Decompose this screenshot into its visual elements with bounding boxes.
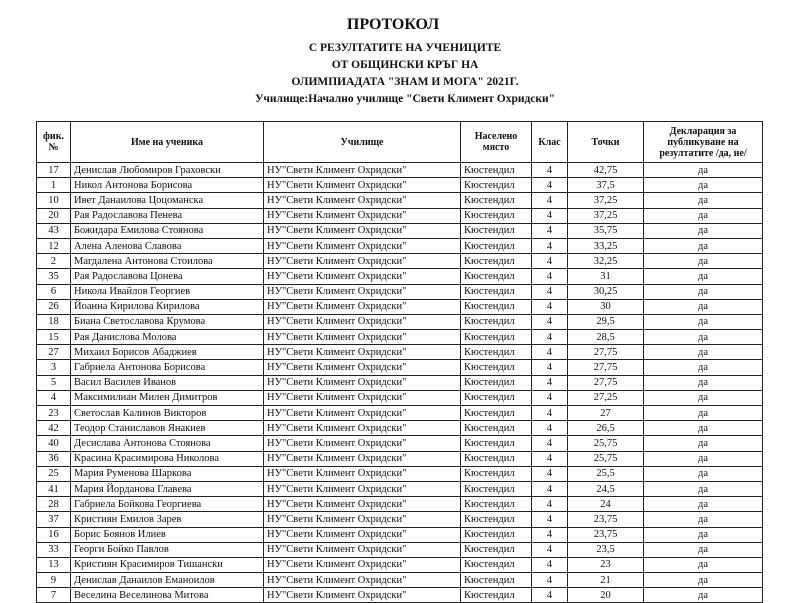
cell-number: 5 [37,375,71,390]
cell-class: 4 [532,314,568,329]
cell-declaration: да [644,178,763,193]
header-number: фик. № [37,122,71,163]
table-row [37,451,763,466]
cell-school: НУ"Свети Климент Охридски" [264,466,461,481]
cell-class: 4 [532,390,568,405]
cell-school: НУ"Свети Климент Охридски" [264,542,461,557]
header-declaration: Декларация за публикуване на резултатите /да, не/ [644,122,763,163]
cell-name: Красина Красимирова Николова [71,451,264,466]
cell-points: 27 [568,406,644,421]
cell-declaration: да [644,208,763,223]
cell-place: Кюстендил [461,512,532,527]
cell-points: 23,5 [568,542,644,557]
cell-number: 7 [37,588,71,603]
cell-school: НУ"Свети Климент Охридски" [264,193,461,208]
cell-class: 4 [532,238,568,253]
cell-declaration: да [644,481,763,496]
cell-points: 35,75 [568,223,644,238]
cell-place: Кюстендил [461,451,532,466]
table-row [37,481,763,496]
cell-name: Веселина Веселинова Митова [71,588,264,603]
cell-school: НУ"Свети Климент Охридски" [264,178,461,193]
cell-school: НУ"Свети Климент Охридски" [264,557,461,572]
cell-name: Михаил Борисов Абаджиев [71,345,264,360]
table-row [37,238,763,253]
cell-class: 4 [532,557,568,572]
table-row [37,497,763,512]
cell-name: Мария Йорданова Главева [71,481,264,496]
cell-class: 4 [532,345,568,360]
cell-name: Габриела Антонова Борисова [71,360,264,375]
cell-points: 23,75 [568,512,644,527]
table-row [37,330,763,345]
cell-name: Кристиян Красимиров Тишански [71,557,264,572]
cell-place: Кюстендил [461,557,532,572]
document-subtitle: С РЕЗУЛТАТИТЕ НА УЧЕНИЦИТЕ [308,42,502,54]
cell-place: Кюстендил [461,223,532,238]
cell-number: 15 [37,330,71,345]
cell-school: НУ"Свети Климент Охридски" [264,497,461,512]
cell-name: Кристиян Емилов Зарев [71,512,264,527]
cell-school: НУ"Свети Климент Охридски" [264,451,461,466]
cell-points: 32,25 [568,254,644,269]
cell-declaration: да [644,238,763,253]
cell-number: 2 [37,254,71,269]
cell-number: 40 [37,436,71,451]
table-row [37,193,763,208]
cell-class: 4 [532,223,568,238]
table-row [37,421,763,436]
cell-place: Кюстендил [461,588,532,603]
cell-name: Ивет Данаилова Цоцоманска [71,193,264,208]
cell-name: Борис Боянов Илиев [71,527,264,542]
cell-place: Кюстендил [461,284,532,299]
cell-class: 4 [532,573,568,588]
cell-class: 4 [532,588,568,603]
cell-points: 21 [568,573,644,588]
cell-place: Кюстендил [461,481,532,496]
cell-place: Кюстендил [461,390,532,405]
cell-class: 4 [532,284,568,299]
cell-declaration: да [644,512,763,527]
table-row [37,208,763,223]
cell-declaration: да [644,193,763,208]
cell-name: Максимилиан Милен Димитров [71,390,264,405]
cell-place: Кюстендил [461,527,532,542]
cell-class: 4 [532,330,568,345]
cell-number: 9 [37,573,71,588]
table-header-row [37,122,763,163]
cell-number: 37 [37,512,71,527]
cell-number: 13 [37,557,71,572]
cell-declaration: да [644,375,763,390]
table-row [37,223,763,238]
cell-points: 42,75 [568,163,644,178]
cell-points: 24 [568,497,644,512]
cell-place: Кюстендил [461,436,532,451]
cell-class: 4 [532,360,568,375]
table-row [37,573,763,588]
table-row [37,178,763,193]
cell-class: 4 [532,178,568,193]
cell-school: НУ"Свети Климент Охридски" [264,436,461,451]
cell-place: Кюстендил [461,208,532,223]
cell-number: 3 [37,360,71,375]
cell-place: Кюстендил [461,360,532,375]
cell-place: Кюстендил [461,573,532,588]
cell-number: 23 [37,406,71,421]
table-row [37,299,763,314]
table-row [37,314,763,329]
cell-declaration: да [644,542,763,557]
cell-school: НУ"Свети Климент Охридски" [264,360,461,375]
cell-name: Теодор Станиславов Янакиев [71,421,264,436]
cell-class: 4 [532,466,568,481]
cell-school: НУ"Свети Климент Охридски" [264,481,461,496]
cell-points: 30,25 [568,284,644,299]
cell-declaration: да [644,269,763,284]
cell-points: 26,5 [568,421,644,436]
cell-name: Рая Радославова Пенева [71,208,264,223]
cell-name: Никола Ивайлов Георгиев [71,284,264,299]
cell-school: НУ"Свети Климент Охридски" [264,314,461,329]
cell-place: Кюстендил [461,421,532,436]
cell-declaration: да [644,421,763,436]
cell-declaration: да [644,466,763,481]
cell-name: Светослав Калинов Викторов [71,406,264,421]
cell-number: 10 [37,193,71,208]
cell-place: Кюстендил [461,345,532,360]
cell-number: 6 [37,284,71,299]
cell-place: Кюстендил [461,330,532,345]
cell-number: 33 [37,542,71,557]
cell-number: 12 [37,238,71,253]
cell-points: 27,75 [568,345,644,360]
cell-points: 20 [568,588,644,603]
cell-class: 4 [532,269,568,284]
cell-declaration: да [644,451,763,466]
cell-school: НУ"Свети Климент Охридски" [264,223,461,238]
cell-name: Йоанна Кирилова Кирилова [71,299,264,314]
cell-points: 31 [568,269,644,284]
cell-number: 42 [37,421,71,436]
cell-points: 29,5 [568,314,644,329]
cell-points: 25,75 [568,436,644,451]
cell-place: Кюстендил [461,542,532,557]
cell-declaration: да [644,360,763,375]
cell-school: НУ"Свети Климент Охридски" [264,527,461,542]
cell-number: 1 [37,178,71,193]
cell-place: Кюстендил [461,466,532,481]
cell-place: Кюстендил [461,254,532,269]
cell-number: 35 [37,269,71,284]
table-row [37,163,763,178]
cell-number: 36 [37,451,71,466]
cell-school: НУ"Свети Климент Охридски" [264,269,461,284]
cell-place: Кюстендил [461,178,532,193]
cell-points: 37,25 [568,208,644,223]
cell-name: Мария Руменова Шаркова [71,466,264,481]
cell-number: 4 [37,390,71,405]
cell-number: 25 [37,466,71,481]
table-row [37,557,763,572]
cell-declaration: да [644,284,763,299]
cell-place: Кюстендил [461,269,532,284]
cell-points: 37,5 [568,178,644,193]
cell-school: НУ"Свети Климент Охридски" [264,573,461,588]
cell-name: Магдалена Антонова Стоилова [71,254,264,269]
cell-name: Рая Данислова Молова [71,330,264,345]
cell-declaration: да [644,223,763,238]
cell-school: НУ"Свети Климент Охридски" [264,208,461,223]
cell-school: НУ"Свети Климент Охридски" [264,238,461,253]
table-row [37,254,763,269]
cell-points: 27,75 [568,360,644,375]
document-subtitle: ОТ ОБЩИНСКИ КРЪГ НА [331,59,479,71]
cell-school: НУ"Свети Климент Охридски" [264,299,461,314]
header-name: Име на ученика [71,122,264,163]
cell-name: Божидара Емилова Стоянова [71,223,264,238]
cell-declaration: да [644,497,763,512]
cell-points: 27,25 [568,390,644,405]
cell-number: 17 [37,163,71,178]
cell-declaration: да [644,436,763,451]
table-row [37,284,763,299]
header-points: Точки [568,122,644,163]
cell-name: Рая Радославова Цонева [71,269,264,284]
cell-points: 28,5 [568,330,644,345]
cell-school: НУ"Свети Климент Охридски" [264,406,461,421]
cell-class: 4 [532,299,568,314]
cell-points: 25,75 [568,451,644,466]
cell-class: 4 [532,451,568,466]
cell-declaration: да [644,573,763,588]
cell-points: 37,25 [568,193,644,208]
cell-declaration: да [644,163,763,178]
document-subtitle: ОЛИМПИАДАТА "ЗНАМ И МОГА" 2021Г. [291,76,519,88]
cell-points: 27,75 [568,375,644,390]
header-class: Клас [532,122,568,163]
table-row [37,269,763,284]
table-row [37,375,763,390]
cell-class: 4 [532,527,568,542]
cell-school: НУ"Свети Климент Охридски" [264,254,461,269]
cell-class: 4 [532,163,568,178]
cell-place: Кюстендил [461,497,532,512]
cell-name: Никол Антонова Борисова [71,178,264,193]
cell-declaration: да [644,330,763,345]
cell-name: Биана Светославова Крумова [71,314,264,329]
table-row [37,360,763,375]
cell-place: Кюстендил [461,299,532,314]
table-row [37,542,763,557]
cell-declaration: да [644,527,763,542]
table-row [37,436,763,451]
cell-class: 4 [532,375,568,390]
table-row [37,527,763,542]
cell-points: 23 [568,557,644,572]
results-table [36,121,763,603]
cell-class: 4 [532,193,568,208]
cell-points: 24,5 [568,481,644,496]
cell-declaration: да [644,314,763,329]
cell-school: НУ"Свети Климент Охридски" [264,588,461,603]
cell-number: 20 [37,208,71,223]
header-place: Населено място [461,122,532,163]
cell-name: Васил Василев Иванов [71,375,264,390]
cell-school: НУ"Свети Климент Охридски" [264,390,461,405]
header-school: Училище [264,122,461,163]
cell-declaration: да [644,299,763,314]
cell-class: 4 [532,481,568,496]
cell-number: 26 [37,299,71,314]
cell-class: 4 [532,208,568,223]
cell-declaration: да [644,345,763,360]
cell-school: НУ"Свети Климент Охридски" [264,375,461,390]
cell-school: НУ"Свети Климент Охридски" [264,163,461,178]
cell-school: НУ"Свети Климент Охридски" [264,284,461,299]
cell-number: 28 [37,497,71,512]
cell-points: 30 [568,299,644,314]
cell-place: Кюстендил [461,406,532,421]
cell-school: НУ"Свети Климент Охридски" [264,421,461,436]
cell-place: Кюстендил [461,238,532,253]
table-row [37,345,763,360]
cell-class: 4 [532,512,568,527]
cell-class: 4 [532,542,568,557]
cell-number: 27 [37,345,71,360]
cell-school: НУ"Свети Климент Охридски" [264,512,461,527]
cell-class: 4 [532,406,568,421]
cell-points: 25,5 [568,466,644,481]
cell-declaration: да [644,406,763,421]
cell-number: 18 [37,314,71,329]
cell-number: 16 [37,527,71,542]
cell-declaration: да [644,390,763,405]
cell-name: Денислав Данаилов Еманоилов [71,573,264,588]
cell-place: Кюстендил [461,314,532,329]
cell-name: Десислава Антонова Стоянова [71,436,264,451]
cell-name: Георги Бойко Павлов [71,542,264,557]
cell-declaration: да [644,557,763,572]
cell-name: Габриела Бойкова Георгиева [71,497,264,512]
cell-place: Кюстендил [461,375,532,390]
cell-declaration: да [644,588,763,603]
table-row [37,588,763,603]
cell-class: 4 [532,421,568,436]
cell-school: НУ"Свети Климент Охридски" [264,345,461,360]
cell-place: Кюстендил [461,163,532,178]
cell-name: Денислав Любомиров Граховски [71,163,264,178]
document-title: ПРОТОКОЛ [346,16,440,33]
cell-declaration: да [644,254,763,269]
cell-class: 4 [532,436,568,451]
cell-class: 4 [532,254,568,269]
cell-place: Кюстендил [461,193,532,208]
table-row [37,466,763,481]
cell-number: 41 [37,481,71,496]
cell-number: 43 [37,223,71,238]
table-row [37,512,763,527]
cell-name: Алена Аленова Славова [71,238,264,253]
cell-class: 4 [532,497,568,512]
cell-points: 23,75 [568,527,644,542]
table-row [37,406,763,421]
table-row [37,390,763,405]
cell-points: 33,25 [568,238,644,253]
cell-school: НУ"Свети Климент Охридски" [264,330,461,345]
school-line: Училище:Начално училище "Свети Климент Охридски" [254,93,556,105]
